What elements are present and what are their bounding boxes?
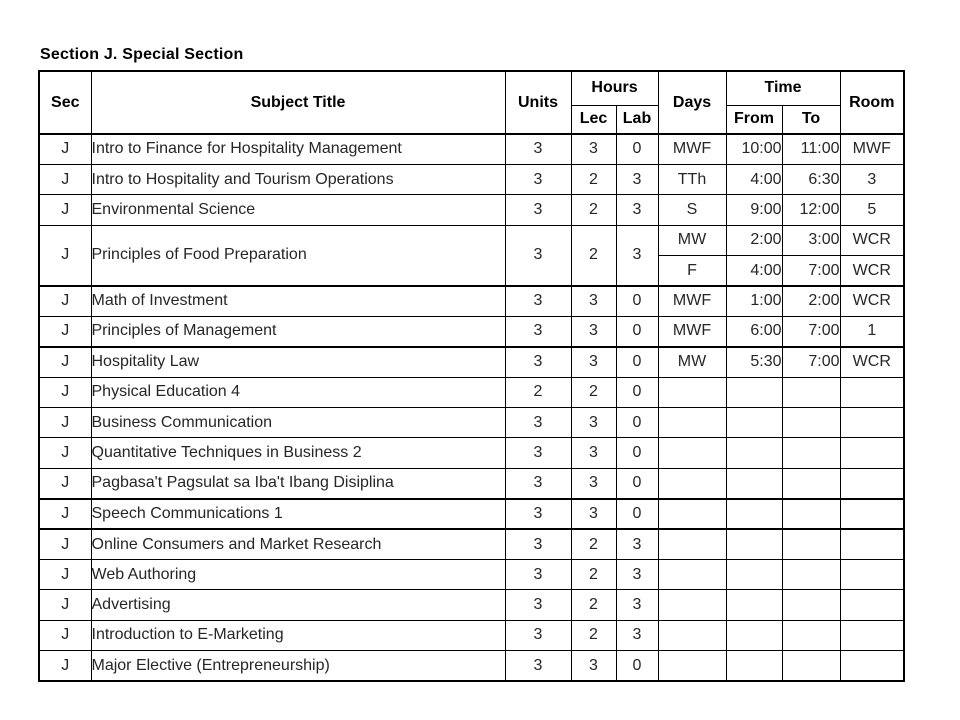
cell-lec: 2 <box>571 225 616 286</box>
cell-room <box>840 651 904 681</box>
col-header-sec: Sec <box>39 71 91 134</box>
cell-subject-title: Environmental Science <box>91 195 505 225</box>
table-row <box>39 316 904 346</box>
col-header-hours: Hours <box>571 71 658 105</box>
cell-days <box>658 651 726 681</box>
cell-units: 3 <box>505 651 571 681</box>
cell-units: 2 <box>505 377 571 407</box>
cell-subject-title: Web Authoring <box>91 559 505 589</box>
col-header-from: From <box>726 105 782 134</box>
cell-lec: 2 <box>571 559 616 589</box>
cell-time-from <box>726 590 782 620</box>
cell-sec: J <box>39 559 91 589</box>
cell-days <box>658 529 726 559</box>
col-header-to: To <box>782 105 840 134</box>
cell-days: MW <box>658 225 726 255</box>
cell-time-to <box>782 438 840 468</box>
cell-time-to <box>782 377 840 407</box>
cell-units: 3 <box>505 225 571 286</box>
cell-time-to: 7:00 <box>782 347 840 377</box>
cell-days <box>658 620 726 650</box>
cell-days: F <box>658 256 726 286</box>
cell-lec: 2 <box>571 195 616 225</box>
cell-days: MWF <box>658 316 726 346</box>
cell-lab: 3 <box>616 620 658 650</box>
cell-sec: J <box>39 620 91 650</box>
cell-room <box>840 377 904 407</box>
cell-lab: 3 <box>616 529 658 559</box>
cell-units: 3 <box>505 286 571 316</box>
cell-units: 3 <box>505 164 571 194</box>
cell-time-from: 9:00 <box>726 195 782 225</box>
schedule-table-body <box>39 134 904 681</box>
cell-subject-title: Intro to Hospitality and Tourism Operations <box>91 164 505 194</box>
cell-lec: 2 <box>571 164 616 194</box>
cell-room <box>840 408 904 438</box>
cell-subject-title: Online Consumers and Market Research <box>91 529 505 559</box>
cell-room: WCR <box>840 286 904 316</box>
cell-lab: 3 <box>616 559 658 589</box>
table-row <box>39 529 904 559</box>
cell-time-to <box>782 620 840 650</box>
col-header-room: Room <box>840 71 904 134</box>
cell-time-to: 3:00 <box>782 225 840 255</box>
cell-room <box>840 620 904 650</box>
cell-sec: J <box>39 468 91 498</box>
cell-units: 3 <box>505 620 571 650</box>
cell-time-from <box>726 499 782 529</box>
cell-days: MW <box>658 347 726 377</box>
cell-units: 3 <box>505 499 571 529</box>
cell-time-to: 7:00 <box>782 316 840 346</box>
cell-sec: J <box>39 316 91 346</box>
table-row <box>39 468 904 498</box>
cell-subject-title: Physical Education 4 <box>91 377 505 407</box>
cell-units: 3 <box>505 195 571 225</box>
cell-lec: 3 <box>571 468 616 498</box>
cell-sec: J <box>39 225 91 286</box>
col-header-time: Time <box>726 71 840 105</box>
cell-sec: J <box>39 438 91 468</box>
cell-sec: J <box>39 164 91 194</box>
cell-lec: 3 <box>571 316 616 346</box>
cell-time-from: 2:00 <box>726 225 782 255</box>
cell-lec: 3 <box>571 134 616 164</box>
cell-lec: 2 <box>571 529 616 559</box>
cell-subject-title: Quantitative Techniques in Business 2 <box>91 438 505 468</box>
cell-lab: 3 <box>616 195 658 225</box>
cell-room <box>840 499 904 529</box>
cell-lab: 0 <box>616 347 658 377</box>
cell-time-from <box>726 377 782 407</box>
table-row <box>39 499 904 529</box>
cell-time-to <box>782 408 840 438</box>
cell-time-to <box>782 651 840 681</box>
table-row <box>39 408 904 438</box>
cell-time-to: 2:00 <box>782 286 840 316</box>
cell-subject-title: Advertising <box>91 590 505 620</box>
cell-time-to: 6:30 <box>782 164 840 194</box>
header-row-top <box>39 71 904 105</box>
cell-units: 3 <box>505 559 571 589</box>
col-header-subject-title: Subject Title <box>91 71 505 134</box>
cell-subject-title: Hospitality Law <box>91 347 505 377</box>
cell-sec: J <box>39 347 91 377</box>
cell-units: 3 <box>505 590 571 620</box>
cell-sec: J <box>39 134 91 164</box>
cell-room: 3 <box>840 164 904 194</box>
cell-days: MWF <box>658 286 726 316</box>
cell-room <box>840 559 904 589</box>
table-row <box>39 225 904 255</box>
cell-lec: 2 <box>571 620 616 650</box>
col-header-lec: Lec <box>571 105 616 134</box>
cell-time-from <box>726 408 782 438</box>
cell-room: WCR <box>840 225 904 255</box>
cell-subject-title: Major Elective (Entrepreneurship) <box>91 651 505 681</box>
cell-days <box>658 590 726 620</box>
cell-subject-title: Pagbasa't Pagsulat sa Iba't Ibang Disiplina <box>91 468 505 498</box>
cell-lec: 3 <box>571 651 616 681</box>
cell-lab: 0 <box>616 408 658 438</box>
cell-subject-title: Business Communication <box>91 408 505 438</box>
cell-days <box>658 408 726 438</box>
cell-room: 1 <box>840 316 904 346</box>
cell-lab: 0 <box>616 377 658 407</box>
cell-days <box>658 377 726 407</box>
cell-lab: 0 <box>616 438 658 468</box>
table-row <box>39 134 904 164</box>
cell-room: WCR <box>840 256 904 286</box>
cell-days <box>658 468 726 498</box>
cell-time-to <box>782 529 840 559</box>
cell-subject-title: Intro to Finance for Hospitality Management <box>91 134 505 164</box>
table-row <box>39 347 904 377</box>
table-row <box>39 590 904 620</box>
cell-sec: J <box>39 499 91 529</box>
cell-lab: 3 <box>616 164 658 194</box>
cell-lab: 0 <box>616 286 658 316</box>
cell-lec: 3 <box>571 286 616 316</box>
cell-time-from <box>726 529 782 559</box>
cell-subject-title: Principles of Food Preparation <box>91 225 505 286</box>
cell-units: 3 <box>505 468 571 498</box>
table-row <box>39 651 904 681</box>
cell-lab: 0 <box>616 499 658 529</box>
schedule-table <box>38 70 905 682</box>
cell-time-from: 4:00 <box>726 164 782 194</box>
cell-room <box>840 468 904 498</box>
cell-time-to <box>782 468 840 498</box>
cell-units: 3 <box>505 438 571 468</box>
table-row <box>39 559 904 589</box>
cell-lec: 3 <box>571 347 616 377</box>
cell-lab: 0 <box>616 316 658 346</box>
cell-lab: 3 <box>616 590 658 620</box>
cell-lec: 3 <box>571 438 616 468</box>
cell-time-from <box>726 468 782 498</box>
cell-days <box>658 499 726 529</box>
cell-lec: 2 <box>571 377 616 407</box>
cell-time-from <box>726 559 782 589</box>
cell-lab: 0 <box>616 134 658 164</box>
cell-time-from <box>726 438 782 468</box>
cell-room: WCR <box>840 347 904 377</box>
cell-units: 3 <box>505 316 571 346</box>
table-row <box>39 620 904 650</box>
table-row <box>39 377 904 407</box>
cell-subject-title: Principles of Management <box>91 316 505 346</box>
cell-sec: J <box>39 408 91 438</box>
cell-time-to <box>782 559 840 589</box>
col-header-days: Days <box>658 71 726 134</box>
cell-subject-title: Introduction to E-Marketing <box>91 620 505 650</box>
cell-days: S <box>658 195 726 225</box>
cell-lec: 3 <box>571 408 616 438</box>
cell-time-to: 11:00 <box>782 134 840 164</box>
table-row <box>39 438 904 468</box>
cell-days <box>658 438 726 468</box>
cell-time-from: 10:00 <box>726 134 782 164</box>
cell-subject-title: Speech Communications 1 <box>91 499 505 529</box>
cell-time-to: 12:00 <box>782 195 840 225</box>
table-header <box>39 71 904 134</box>
cell-lab: 0 <box>616 468 658 498</box>
cell-lab: 0 <box>616 651 658 681</box>
cell-room <box>840 529 904 559</box>
cell-room <box>840 590 904 620</box>
cell-sec: J <box>39 590 91 620</box>
cell-subject-title: Math of Investment <box>91 286 505 316</box>
cell-time-from: 4:00 <box>726 256 782 286</box>
cell-room: MWF <box>840 134 904 164</box>
cell-time-from: 6:00 <box>726 316 782 346</box>
cell-days: TTh <box>658 164 726 194</box>
cell-units: 3 <box>505 347 571 377</box>
cell-time-from: 5:30 <box>726 347 782 377</box>
cell-sec: J <box>39 195 91 225</box>
cell-sec: J <box>39 377 91 407</box>
table-row <box>39 286 904 316</box>
cell-time-from <box>726 620 782 650</box>
cell-time-to: 7:00 <box>782 256 840 286</box>
cell-time-from: 1:00 <box>726 286 782 316</box>
table-row <box>39 164 904 194</box>
cell-sec: J <box>39 529 91 559</box>
cell-units: 3 <box>505 134 571 164</box>
cell-time-from <box>726 651 782 681</box>
cell-room: 5 <box>840 195 904 225</box>
cell-time-to <box>782 499 840 529</box>
cell-time-to <box>782 590 840 620</box>
cell-units: 3 <box>505 408 571 438</box>
page-title: Section J. Special Section <box>40 46 244 63</box>
cell-units: 3 <box>505 529 571 559</box>
cell-sec: J <box>39 651 91 681</box>
table-row <box>39 195 904 225</box>
col-header-lab: Lab <box>616 105 658 134</box>
col-header-units: Units <box>505 71 571 134</box>
cell-days <box>658 559 726 589</box>
cell-lec: 3 <box>571 499 616 529</box>
cell-room <box>840 438 904 468</box>
cell-lab: 3 <box>616 225 658 286</box>
cell-sec: J <box>39 286 91 316</box>
cell-days: MWF <box>658 134 726 164</box>
cell-lec: 2 <box>571 590 616 620</box>
